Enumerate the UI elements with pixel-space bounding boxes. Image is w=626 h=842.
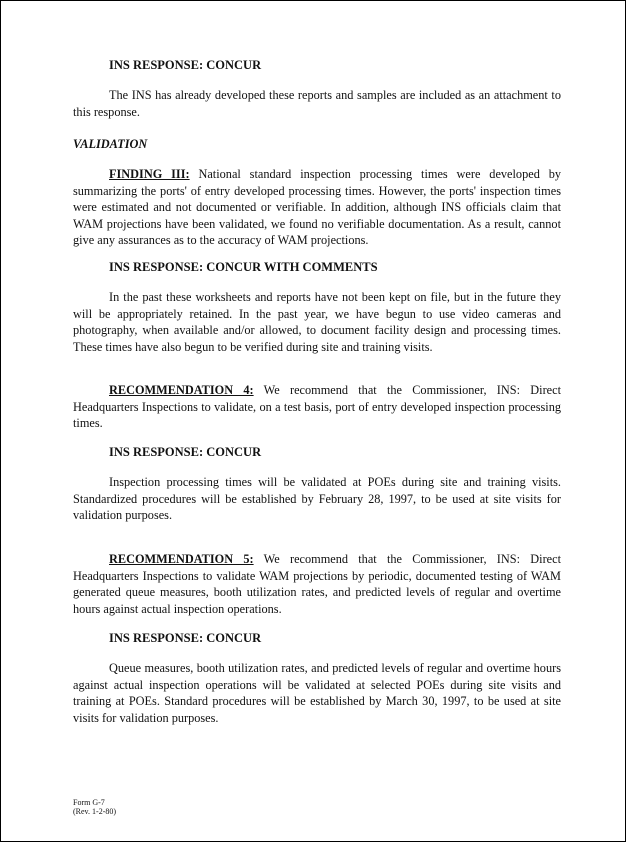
recommendation-4-paragraph xyxy=(73,382,561,432)
response-paragraph-1: The INS has already developed these reports and samples are included as an attachment to this response. xyxy=(73,88,561,119)
ins-response-heading-2: INS RESPONSE: CONCUR WITH COMMENTS xyxy=(109,260,378,274)
finding-iii-label: FINDING III: xyxy=(109,167,190,181)
response-paragraph-2: In the past these worksheets and reports have not been kept on file, but in the future they will be appropriately retained. In the past year, we have begun to use video cameras and photography, when available and/or allowed, to document facility design and processing times. These times have also begun to be verified during site and training visits. xyxy=(73,290,561,354)
recommendation-5-label: RECOMMENDATION 5: xyxy=(109,552,254,566)
form-number: Form G-7 xyxy=(73,798,105,807)
recommendation-5-paragraph xyxy=(73,551,561,617)
response-paragraph-3: Inspection processing times will be validated at POEs during site and training visits. Standardized procedures will be established by February 28, 1997, to be used at site visits for validation purposes. xyxy=(73,475,561,522)
ins-response-heading-4: INS RESPONSE: CONCUR xyxy=(109,631,262,645)
recommendation-4-text: We recommend that the Commissioner, INS: Direct Headquarters Inspections to validate, on a test basis, port of entry developed inspection processing times. xyxy=(73,383,562,430)
ins-response-heading-3: INS RESPONSE: CONCUR xyxy=(109,445,262,459)
form-revision: (Rev. 1-2-80) xyxy=(73,807,117,816)
response-paragraph-4: Queue measures, booth utilization rates, and predicted levels of regular and overtime hours against actual inspection operations will be validated at selected POEs during site visits and training at POEs. Standard procedures will be established by March 30, 1997, to be used at site visits for validation purposes. xyxy=(73,661,561,725)
finding-iii-text: National standard inspection processing times were developed by summarizing the ports' of entry developed processing times. However, the ports' inspection times were estimated and not documented or verifiable. In addition, although INS officials claim that WAM projections have been validated, we found no verifiable documentation. As a result, cannot give any assurances as to the accuracy of WAM projections. xyxy=(73,167,561,247)
finding-iii-paragraph xyxy=(73,166,561,249)
recommendation-5-text: We recommend that the Commissioner, INS: Direct Headquarters Inspections to validate WAM projections by periodic, documented testing of WAM generated queue measures, booth utilization rates, and predicted levels of regular and overtime hours against actual inspection operations. xyxy=(73,552,562,616)
form-footer xyxy=(73,798,116,816)
ins-response-heading-1: INS RESPONSE: CONCUR xyxy=(109,58,262,72)
validation-heading: VALIDATION xyxy=(73,137,148,151)
recommendation-4-label: RECOMMENDATION 4: xyxy=(109,383,254,397)
